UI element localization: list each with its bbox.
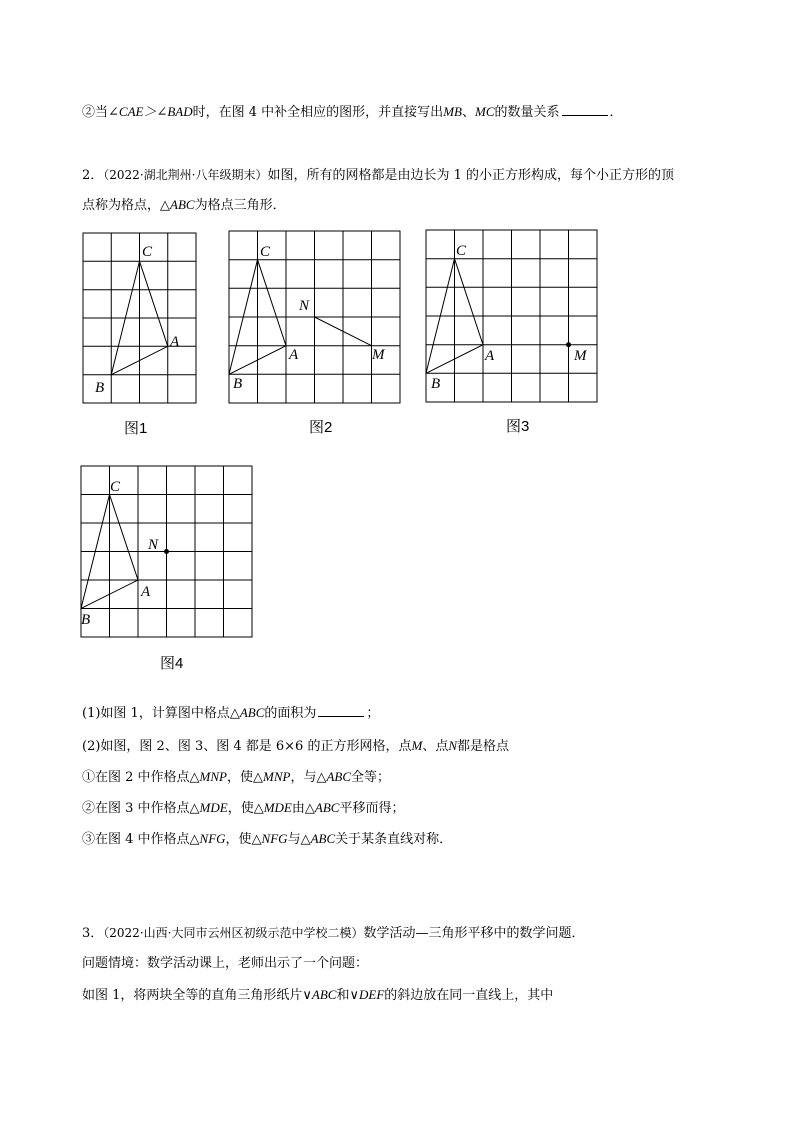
- q2-sub3: ③在图 4 中作格点△NFG，使△NFG与△ABC关于某条直线对称．: [82, 831, 453, 847]
- point-n-label: N: [299, 298, 310, 314]
- answer-blank[interactable]: [318, 704, 364, 717]
- point-b-label: B: [431, 376, 441, 392]
- figure-3: [423, 227, 601, 407]
- figure-3-caption: 图3: [506, 418, 530, 435]
- point-b-label: B: [95, 380, 105, 396]
- figure-4: [78, 463, 256, 641]
- q3-line3: 如图 1，将两块全等的直角三角形纸片∨ABC和∨DEF的斜边放在同一直线上，其中: [82, 987, 554, 1003]
- q2-stem-line1: 2．（2022·湖北荆州·八年级期末）如图，所有的网格都是由边长为 1 的小正方形构成，每个小正方形的顶: [82, 168, 674, 183]
- q3-line2: 问题情境：数学活动课上，老师出示了一个问题：: [82, 956, 369, 971]
- q2-sub2: ②在图 3 中作格点△MDE，使△MDE由△ABC平移而得；: [82, 800, 405, 816]
- answer-blank[interactable]: [562, 103, 608, 116]
- point-a-label: A: [289, 347, 299, 363]
- point-c-label: C: [142, 244, 153, 260]
- point-c-label: C: [260, 244, 271, 260]
- q2-sub1: ①在图 2 中作格点△MNP，使△MNP，与△ABC全等；: [82, 769, 391, 785]
- point-c-label: C: [110, 479, 121, 495]
- q2-part2: (2)如图，图 2、图 3、图 4 都是 6×6 的正方形网格，点M、点N都是格点: [82, 738, 510, 754]
- point-m-label: M: [574, 348, 587, 364]
- point-m-dot: [566, 342, 571, 347]
- point-b-label: B: [81, 612, 91, 628]
- figure-1-caption: 图1: [124, 420, 148, 437]
- grid-1: [83, 233, 196, 403]
- q1-part2-line: ②当∠CAE＞∠BAD时，在图 4 中补全相应的图形，并直接写出MB、MC的数量关系 ．: [82, 104, 623, 120]
- figure-4-caption: 图4: [160, 655, 184, 672]
- point-b-label: B: [233, 376, 243, 392]
- q2-stem-line2: 点称为格点，△ABC为格点三角形．: [82, 197, 286, 213]
- point-m-label: M: [372, 347, 385, 363]
- point-n-label: N: [148, 537, 159, 553]
- q3-line1: 3．（2022·山西·大同市云州区初级示范中学校二模）数学活动—三角形平移中的数学问题．: [82, 926, 585, 941]
- point-n-dot: [164, 549, 169, 554]
- point-a-label: A: [485, 348, 495, 364]
- grid-3: [426, 230, 597, 402]
- figure-1: [80, 230, 200, 410]
- point-a-label: A: [141, 584, 151, 600]
- point-c-label: C: [456, 243, 467, 259]
- q2-part1: (1)如图 1，计算图中格点△ABC的面积为 ；: [82, 705, 380, 721]
- figure-2-caption: 图2: [309, 419, 333, 436]
- point-a-label: A: [170, 334, 180, 350]
- figure-2: [226, 228, 404, 408]
